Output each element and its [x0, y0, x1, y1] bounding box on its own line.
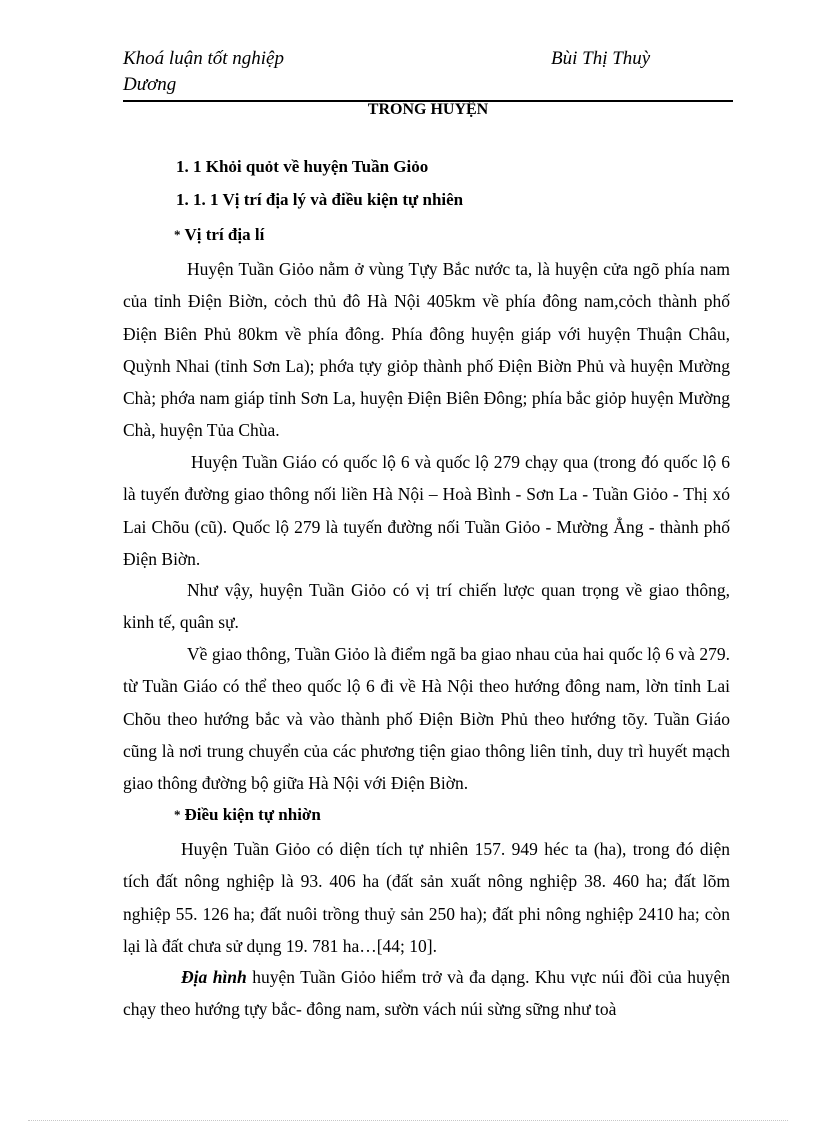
bullet-heading-label: Điều kiện tự nhiờn: [184, 805, 321, 824]
header-author: Bùi Thị Thuỳ: [551, 48, 651, 69]
bullet-star-icon: *: [174, 227, 181, 242]
page-header: [123, 48, 733, 102]
paragraph: Huyện Tuần Giáo có quốc lộ 6 và quốc lộ 279 chạy qua (trong đó quốc lộ 6 là tuyến đường giao thông nối liền Hà Nội – Hoà Bình - Sơn La - Tuần Giỏo - Thị xó Lai Chõu (cũ). Quốc lộ 279 là tuyến đường nối Tuần Giỏo - Mường Ẳng - thành phố Điện Biờn.: [123, 452, 730, 569]
emphasis-term: Địa hình: [181, 967, 247, 987]
bullet-heading-label: Vị trí địa lí: [184, 225, 265, 244]
bullet-heading-location: [174, 225, 264, 245]
bullet-heading-natural-conditions: [174, 805, 321, 825]
paragraph: [123, 961, 730, 1026]
header-title-line2: Dương: [123, 74, 177, 95]
heading-1: 1. 1 Khỏi quỏt về huyện Tuần Giỏo: [176, 157, 429, 176]
paragraph-text: huyện Tuần Giỏo hiểm trở và đa dạng. Khu vực núi đồi của huyện chạy theo hướng tựy bắc- đông nam, sườn vách núi sừng sững như toà: [123, 967, 731, 1020]
paragraph: Về giao thông, Tuần Giỏo là điểm ngã ba giao nhau của hai quốc lộ 6 và 279. từ Tuần Giáo có thể theo quốc lộ 6 đi về Hà Nội theo hướng đông nam, lờn tỉnh Lai Chõu theo hướng bắc và vào thành phố Điện Biờn Phủ theo hướng tõy. Tuần Giáo cũng là nơi trung chuyển của các phương tiện giao thông liên tỉnh, duy trì huyết mạch giao thông đường bộ giữa Hà Nội với Điện Biờn.: [123, 644, 730, 794]
paragraph: Như vậy, huyện Tuần Giỏo có vị trí chiến lược quan trọng về giao thông, kinh tế, quân sự.: [123, 580, 730, 633]
footer-divider: [28, 1120, 788, 1121]
header-title-line1: Khoá luận tốt nghiệp: [123, 48, 284, 69]
paragraph: Huyện Tuần Giỏo có diện tích tự nhiên 157. 949 héc ta (ha), trong đó diện tích đất nông nghiệp là 93. 406 ha (đất sản xuất nông nghiệp 38. 460 ha; đất lõm nghiệp 55. 126 ha; đất nuôi trồng thuỷ sản 250 ha); đất phi nông nghiệp 2410 ha; còn lại là đất chưa sử dụng 19. 781 ha…[44; 10].: [123, 839, 730, 956]
bullet-star-icon: *: [174, 807, 181, 822]
heading-1-1: 1. 1. 1 Vị trí địa lý và điều kiện tự nhiên: [176, 190, 464, 209]
paragraph: Huyện Tuần Giỏo nằm ở vùng Tựy Bắc nước ta, là huyện cửa ngõ phía nam của tỉnh Điện Biờn, cỏch thủ đô Hà Nội 405km về phía đông nam,cỏch thành phố Điện Biên Phủ 80km về phía đông. Phía đông huyện giáp với huyện Thuận Châu, Quỳnh Nhai (tỉnh Sơn La); phớa tựy giỏp thành phố Điện Biờn Phủ và huyện Mường Chà; phớa nam giáp tỉnh Sơn La, huyện Điện Biên Đông; phía bắc giỏp huyện Mường Chà, huyện Tủa Chùa.: [123, 259, 730, 441]
section-title: TRONG HUYỆN: [367, 101, 489, 118]
